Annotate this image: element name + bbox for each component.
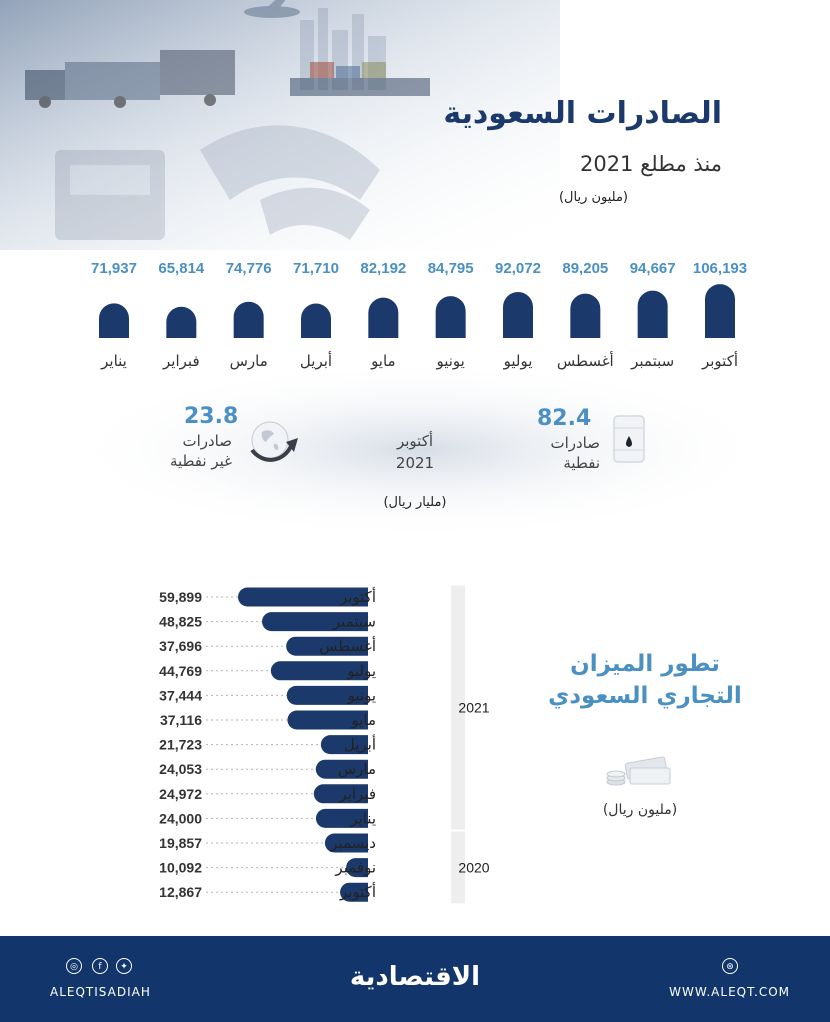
- balance-value-label: 19,857: [159, 835, 202, 851]
- balance-month-label: مارس: [337, 760, 376, 779]
- oil-barrel-icon: [612, 414, 646, 464]
- export-bar: [570, 294, 600, 338]
- balance-month-label: أغسطس: [319, 637, 376, 656]
- oil-exports-value: 82.4: [537, 406, 592, 431]
- export-bar: [368, 298, 398, 338]
- exports-chart: [0, 250, 830, 380]
- balance-month-label: يوليو: [347, 661, 376, 680]
- export-bar: [638, 291, 668, 338]
- glance-year: 2021: [395, 454, 435, 472]
- export-bar: [705, 284, 735, 338]
- month-label: فبراير: [163, 352, 200, 370]
- export-bar: [301, 303, 331, 338]
- balance-month-label: أكتوبر: [339, 883, 376, 902]
- balance-value-label: 24,972: [159, 785, 202, 802]
- export-bar: [234, 302, 264, 338]
- nonoil-exports-label-1: صادرات: [182, 432, 232, 450]
- balance-unit: (مليون ريال): [602, 802, 678, 818]
- balance-value-label: 59,899: [159, 589, 202, 605]
- globe-icon: [244, 414, 300, 466]
- balance-value-label: 24,053: [159, 761, 202, 778]
- month-label: مارس: [229, 352, 268, 370]
- export-value-label: 71,710: [293, 260, 339, 277]
- export-value-label: 106,193: [692, 260, 748, 277]
- export-value-label: 82,192: [360, 260, 407, 277]
- month-label: أكتوبر: [701, 352, 739, 370]
- trade-balance-chart: [0, 580, 520, 910]
- twitter-icon[interactable]: ✦: [116, 958, 132, 974]
- export-value-label: 74,776: [225, 260, 272, 277]
- page-subtitle: منذ مطلع 2021: [579, 152, 722, 176]
- balance-month-label: سبتمبر: [332, 612, 376, 631]
- month-label: أبريل: [299, 352, 333, 370]
- balance-value-label: 12,867: [159, 884, 202, 901]
- balance-value-label: 44,769: [159, 662, 202, 679]
- exports-unit: (مليون ريال): [558, 190, 628, 205]
- glance-month: أكتوبر: [396, 432, 434, 450]
- year-label: 2021: [458, 699, 490, 716]
- oil-exports-label-1: صادرات: [550, 434, 600, 452]
- oil-exports-label-2: نفطية: [563, 454, 600, 472]
- month-label: سبتمبر: [631, 352, 675, 370]
- nonoil-exports-label-2: غير نفطية: [169, 452, 232, 470]
- facebook-icon[interactable]: f: [92, 958, 108, 974]
- month-label: يناير: [101, 352, 127, 370]
- balance-title: [530, 648, 760, 712]
- balance-month-label: نوفمبر: [335, 858, 376, 877]
- balance-value-label: 37,444: [159, 687, 202, 704]
- glance-unit: (مليار ريال): [383, 495, 447, 510]
- balance-month-label: أكتوبر: [339, 588, 376, 606]
- balance-month-label: ديسمبر: [330, 834, 376, 852]
- export-bar: [503, 292, 533, 338]
- nonoil-exports-value: 23.8: [184, 404, 239, 429]
- export-value-label: 84,795: [427, 260, 474, 277]
- page-title: الصادرات السعودية: [443, 96, 722, 131]
- website-link[interactable]: WWW.ALEQT.COM: [669, 985, 790, 999]
- social-handle[interactable]: ALEQTISADIAH: [50, 985, 151, 999]
- balance-value-label: 21,723: [159, 736, 202, 753]
- truck-front-icon: [55, 150, 165, 240]
- balance-value-label: 24,000: [159, 810, 202, 827]
- web-icon[interactable]: ⊛: [722, 958, 738, 974]
- export-bar: [99, 303, 129, 338]
- export-value-label: 92,072: [495, 260, 541, 277]
- balance-value-label: 37,116: [159, 712, 202, 728]
- balance-month-label: مايو: [351, 711, 376, 729]
- month-label: مايو: [371, 352, 396, 370]
- balance-value-label: 48,825: [159, 613, 202, 630]
- balance-title-line-2: التجاري السعودي: [548, 683, 742, 709]
- month-label: يونيو: [436, 352, 465, 370]
- export-value-label: 65,814: [158, 260, 205, 277]
- balance-month-label: يناير: [350, 809, 376, 828]
- balance-month-label: أبريل: [343, 735, 376, 754]
- month-label: أغسطس: [556, 352, 614, 370]
- export-bar: [166, 307, 196, 338]
- export-value-label: 71,937: [91, 260, 137, 277]
- instagram-icon[interactable]: ◎: [66, 958, 82, 974]
- balance-value-label: 37,696: [159, 638, 202, 655]
- balance-value-label: 10,092: [159, 859, 202, 876]
- balance-month-label: فبراير: [339, 784, 376, 803]
- export-value-label: 94,667: [629, 260, 676, 277]
- month-label: يوليو: [503, 352, 533, 370]
- year-label: 2020: [458, 859, 490, 876]
- footer-logo: الاقتصادية: [349, 962, 481, 992]
- money-stack-icon: [604, 754, 674, 790]
- balance-month-label: يونيو: [347, 686, 376, 705]
- balance-title-line-1: تطور الميزان: [570, 651, 720, 677]
- export-bar: [436, 296, 466, 338]
- export-value-label: 89,205: [562, 260, 609, 277]
